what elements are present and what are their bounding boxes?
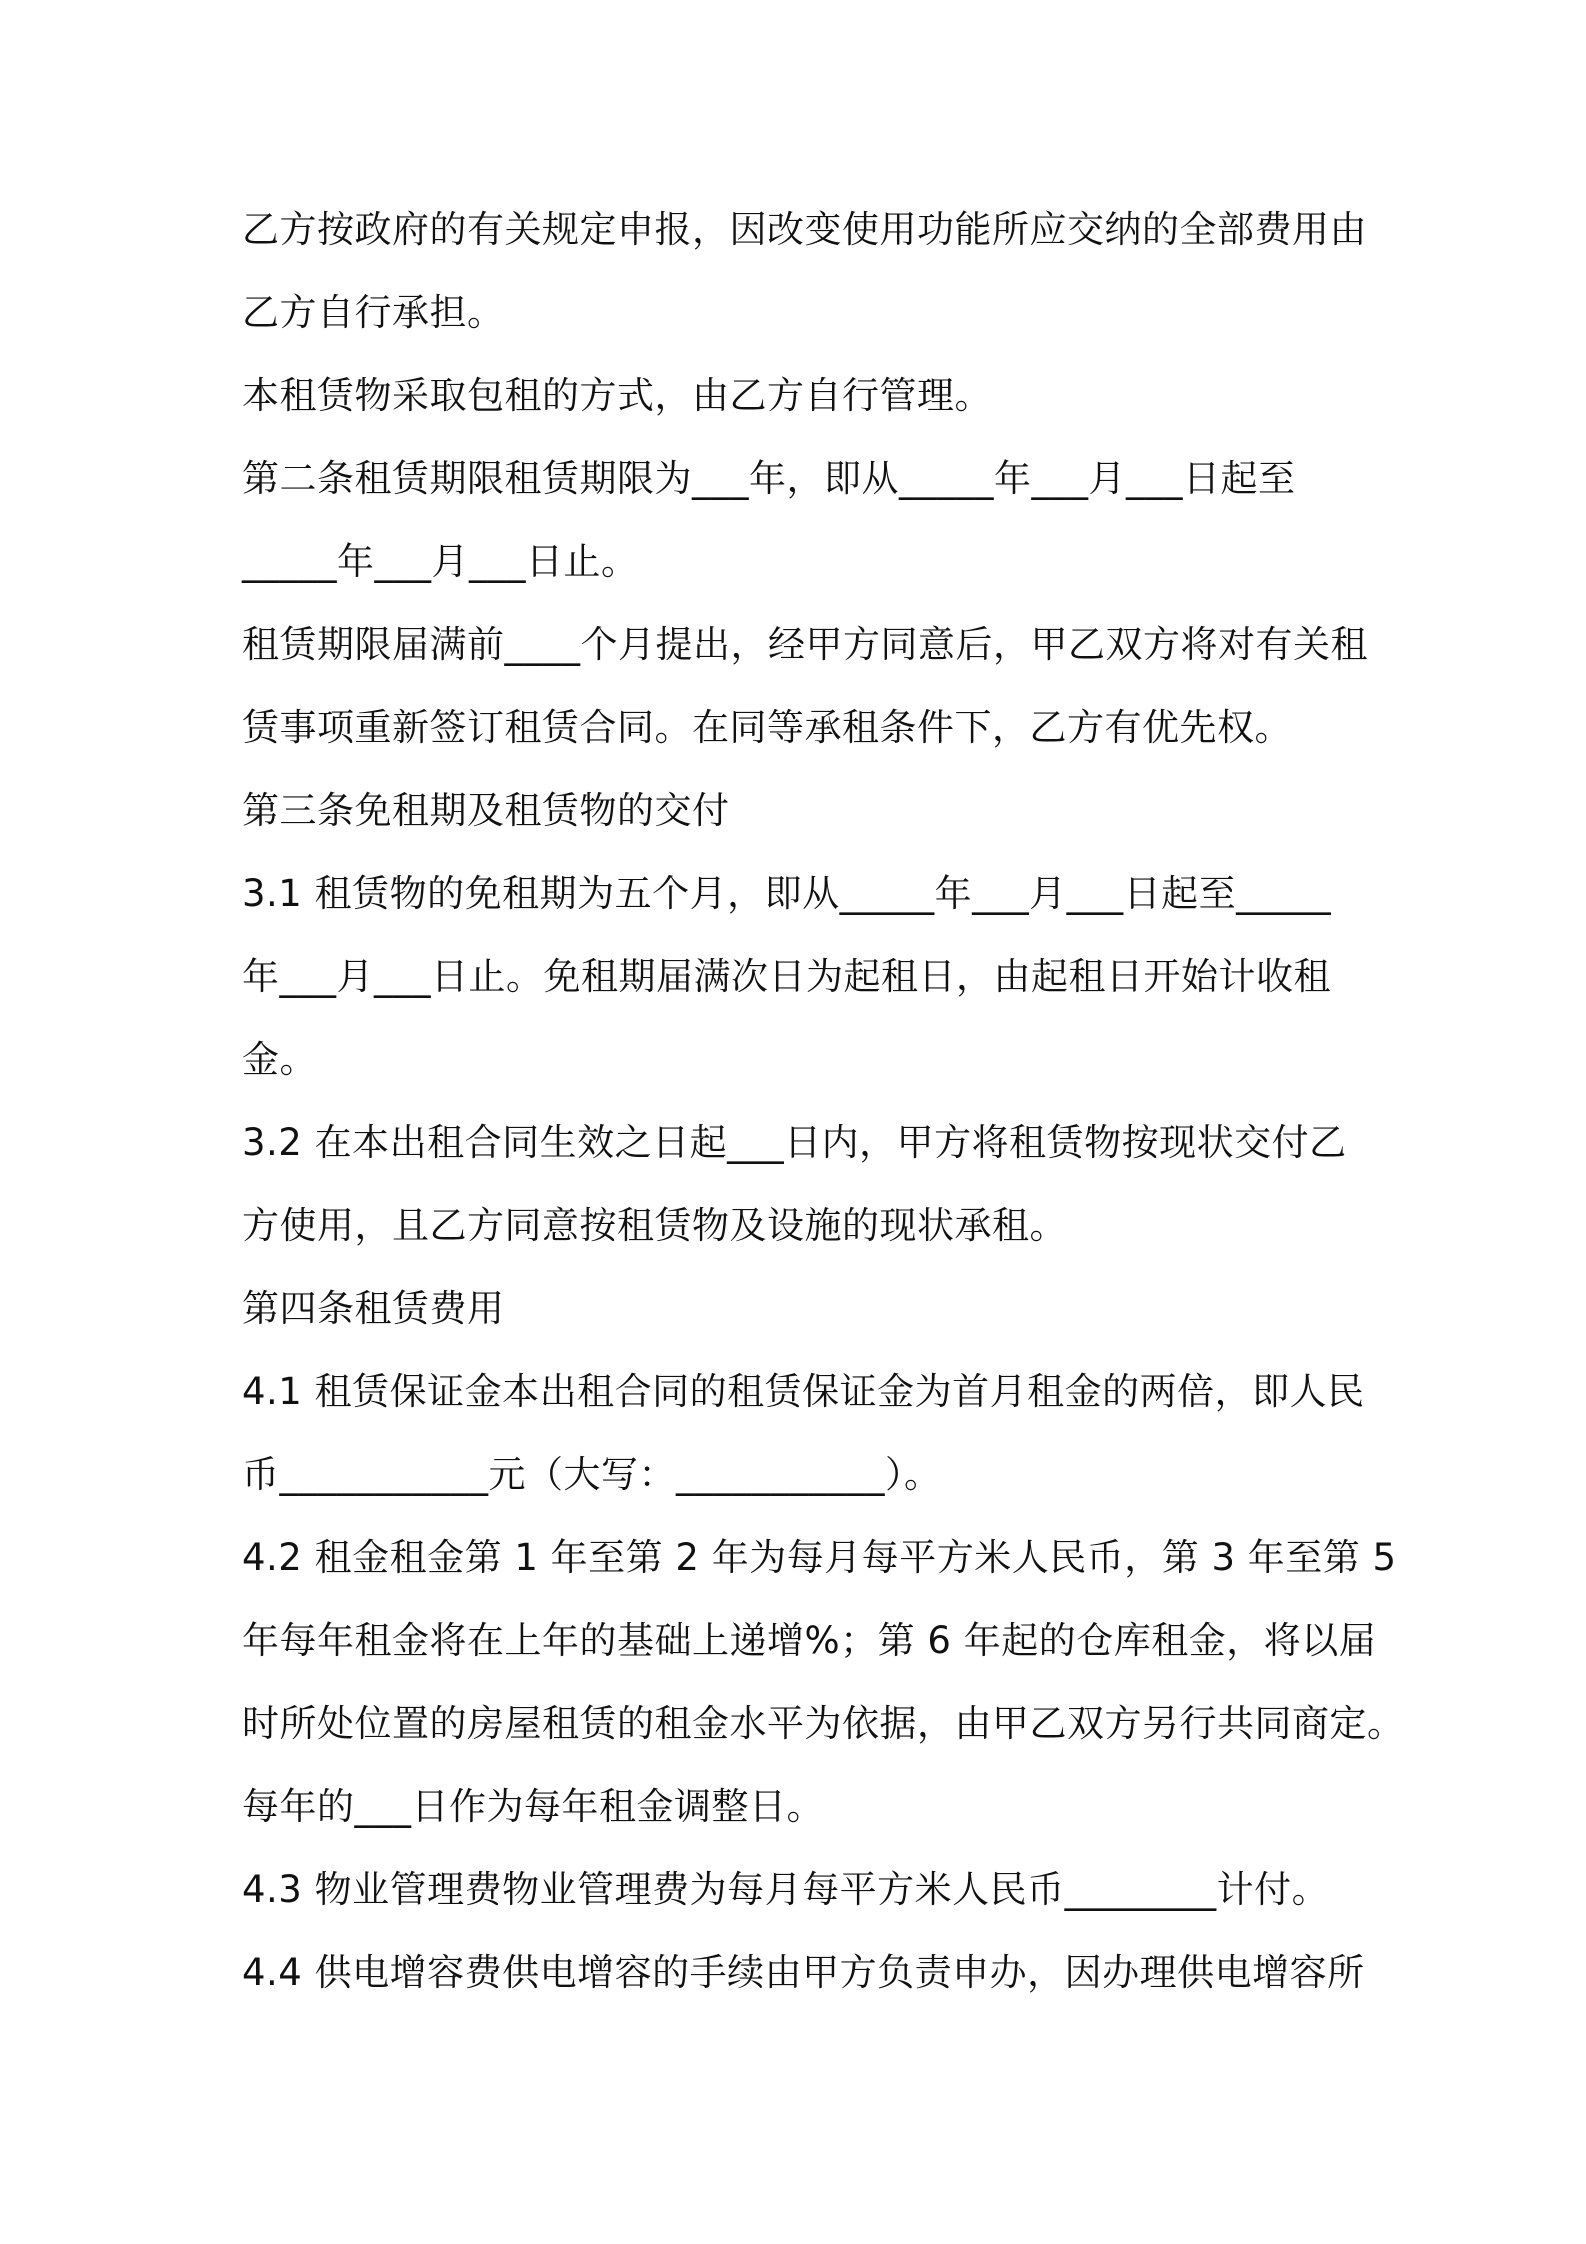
- text-line: 本租赁物采取包租的方式，由乙方自行管理。: [242, 374, 992, 417]
- text-line: 每年的___日作为每年租金调整日。: [242, 1785, 824, 1828]
- clause-3-1: 3.1 租赁物的免租期为五个月，即从_____年___月___日起至_____: [242, 872, 1332, 915]
- text-line: 赁事项重新签订租赁合同。在同等承租条件下，乙方有优先权。: [242, 706, 1292, 749]
- text-line: 金。: [242, 1038, 317, 1081]
- text-line: _____年___月___日止。: [242, 540, 639, 583]
- text-line: 租赁期限届满前____个月提出，经甲方同意后，甲乙双方将对有关租: [242, 623, 1368, 666]
- text-line: 乙方自行承担。: [242, 291, 505, 334]
- clause-4-3: 4.3 物业管理费物业管理费为每月每平方米人民币________计付。: [242, 1868, 1330, 1911]
- text-line: 方使用，且乙方同意按租赁物及设施的现状承租。: [242, 1204, 1067, 1247]
- section-heading-article-4: 第四条租赁费用: [242, 1287, 505, 1330]
- clause-3-2: 3.2 在本出租合同生效之日起___日内，甲方将租赁物按现状交付乙: [242, 1121, 1347, 1164]
- section-heading-article-3: 第三条免租期及租赁物的交付: [242, 789, 730, 832]
- text-line: 乙方按政府的有关规定申报，因改变使用功能所应交纳的全部费用由: [242, 208, 1367, 251]
- text-line: 年___月___日止。免租期届满次日为起租日，由起租日开始计收租: [242, 955, 1331, 998]
- text-line: 时所处位置的房屋租赁的租金水平为依据，由甲乙双方另行共同商定。: [242, 1702, 1405, 1745]
- clause-4-4: 4.4 供电增容费供电增容的手续由甲方负责申办，因办理供电增容所: [242, 1951, 1365, 1994]
- section-heading-article-2: 第二条租赁期限租赁期限为___年，即从_____年___月___日起至: [242, 457, 1296, 500]
- clause-4-2: 4.2 租金租金第 1 年至第 2 年为每月每平方米人民币，第 3 年至第 5: [242, 1536, 1397, 1579]
- clause-4-1: 4.1 租赁保证金本出租合同的租赁保证金为首月租金的两倍，即人民: [242, 1370, 1365, 1413]
- text-line: 币___________元（大写：___________）。: [242, 1453, 942, 1496]
- text-line: 年每年租金将在上年的基础上递增%；第 6 年起的仓库租金，将以届: [242, 1619, 1377, 1662]
